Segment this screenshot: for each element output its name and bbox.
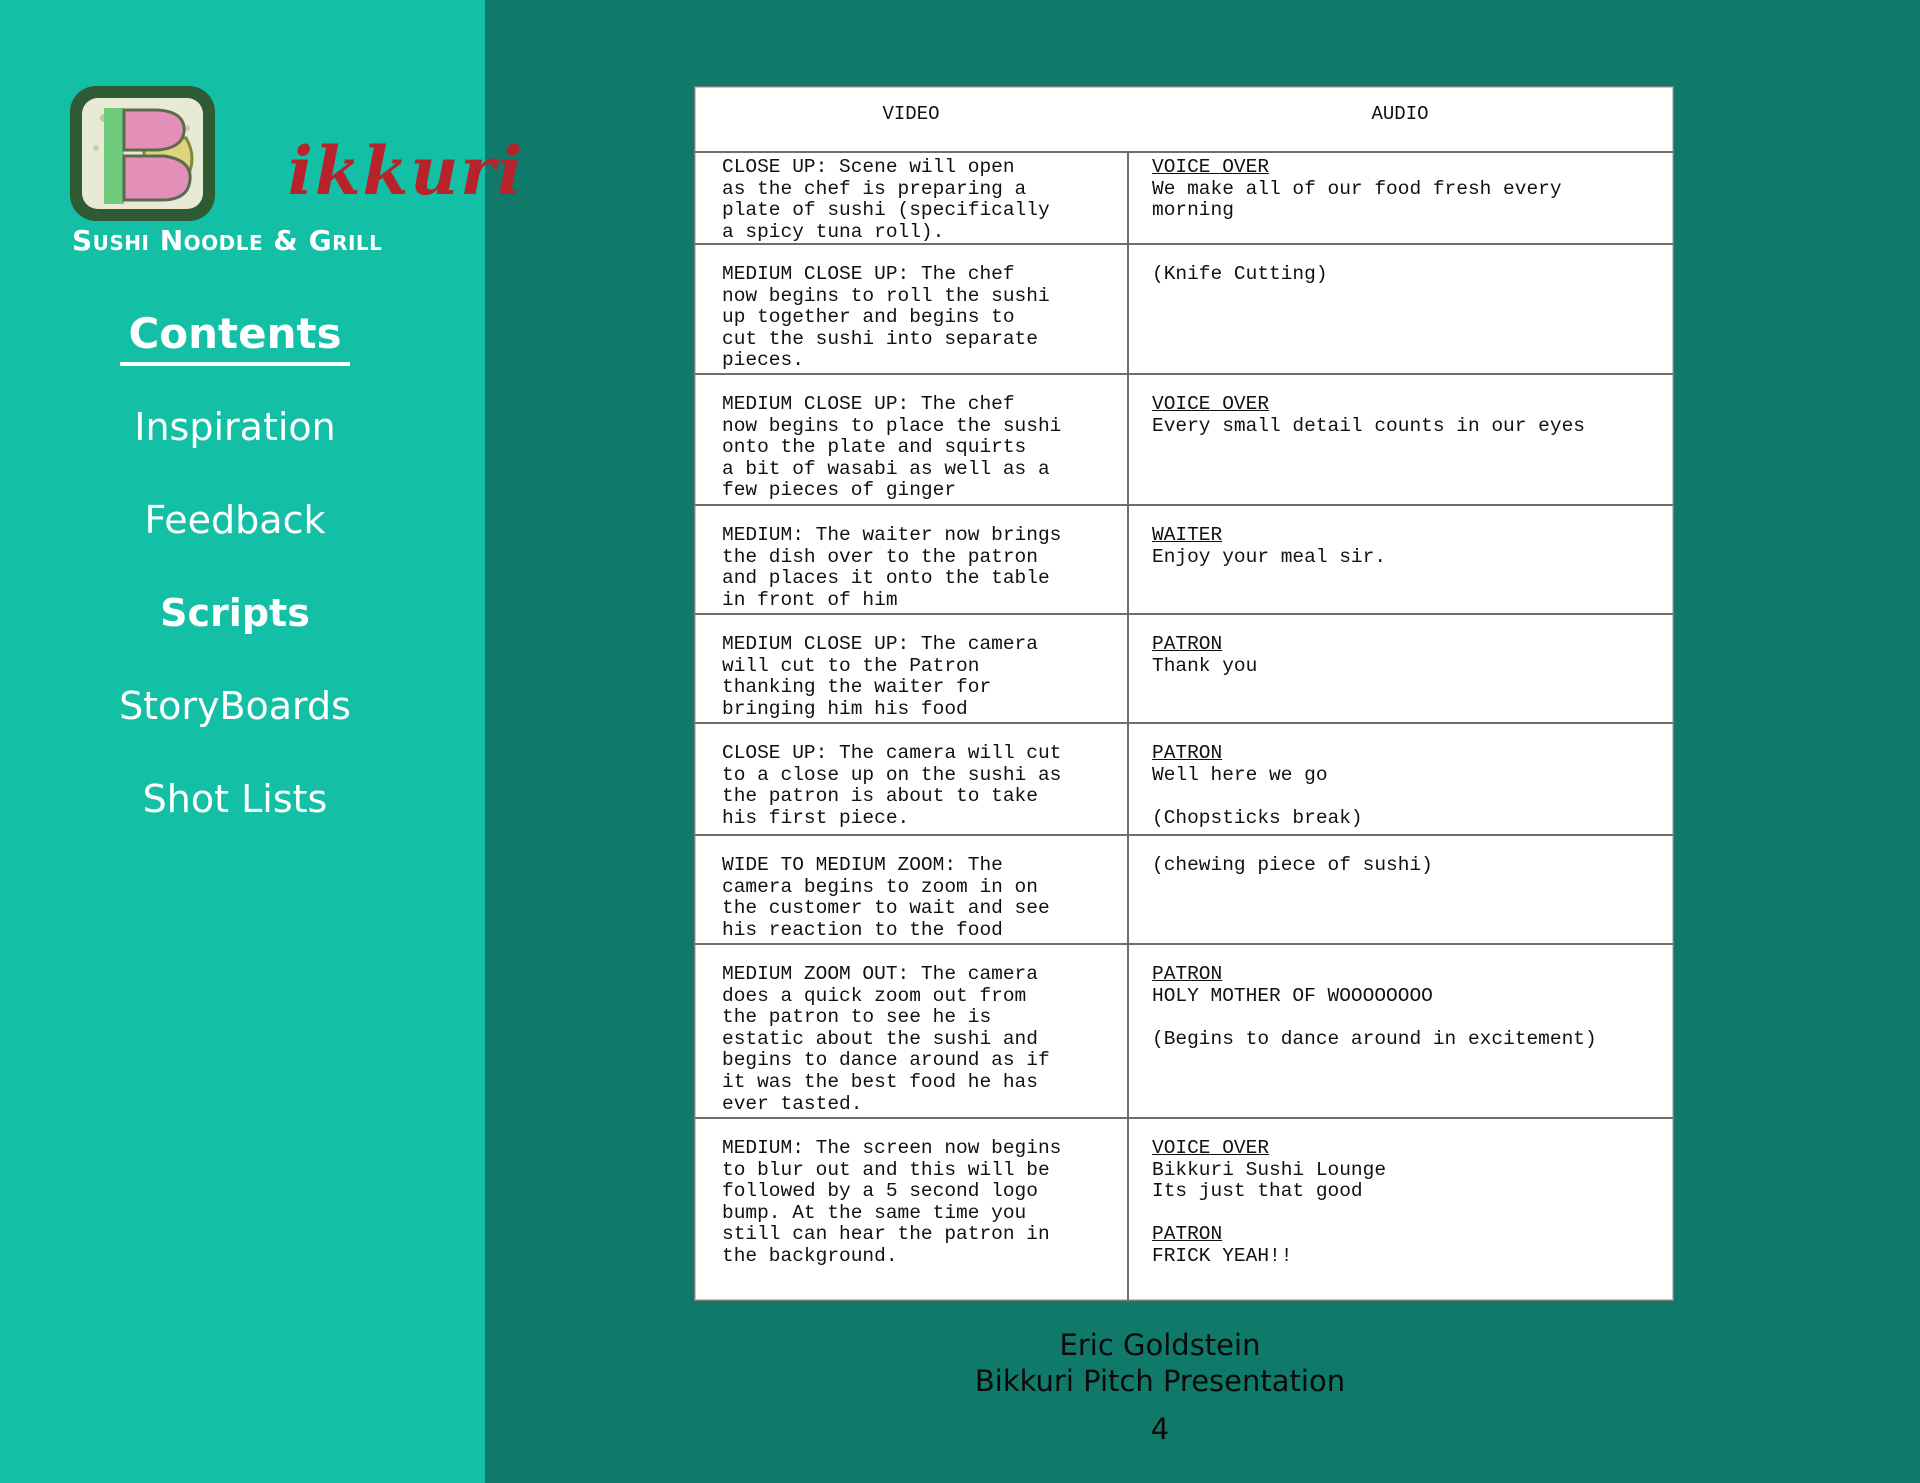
audio-text: (chewing piece of sushi): [1152, 854, 1433, 876]
nav-feedback[interactable]: Feedback: [144, 498, 326, 542]
video-cell: MEDIUM CLOSE UP: The chef now begins to roll the sushi up together and begins to cut the sushi into separate pieces.: [722, 263, 1050, 372]
audio-text: Bikkuri Sushi Lounge Its just that good: [1152, 1158, 1387, 1203]
audio-cell: [1152, 525, 1662, 568]
script-row: [695, 945, 1673, 1119]
speaker-label: PATRON: [1152, 963, 1223, 985]
audio-text: We make all of our food fresh every morning: [1152, 177, 1562, 222]
audio-text: HOLY MOTHER OF WOOOOOOOO (Begins to dance around in excitement): [1152, 984, 1597, 1050]
script-row: [695, 151, 1673, 245]
brand-logo: [70, 86, 525, 257]
nav-shot-lists[interactable]: Shot Lists: [142, 777, 328, 821]
audio-text: Well here we go (Chopsticks break): [1152, 763, 1363, 829]
script-row: [695, 506, 1673, 615]
author-name: Eric Goldstein: [1059, 1328, 1261, 1362]
audio-cell: [1152, 855, 1662, 877]
logo-wordmark: Bikkuri: [230, 132, 525, 210]
project-title: Bikkuri Pitch Presentation: [974, 1364, 1346, 1398]
audio-text: Every small detail counts in our eyes: [1152, 414, 1585, 437]
video-cell: MEDIUM CLOSE UP: The camera will cut to the Patron thanking the waiter for bringing him his food: [722, 633, 1038, 720]
audio-cell: [1152, 743, 1662, 829]
audio-cell: [1152, 157, 1662, 222]
speaker-label: PATRON: [1152, 1223, 1223, 1246]
video-cell: MEDIUM ZOOM OUT: The camera does a quick zoom out from the patron to see he is estatic about the sushi and begins to dance around as if it was the best food he has ever tasted.: [722, 963, 1050, 1115]
video-cell: CLOSE UP: Scene will open as the chef is preparing a plate of sushi (specifically a spicy tuna roll).: [722, 156, 1050, 243]
audio-cell: [1152, 1138, 1662, 1268]
video-cell: CLOSE UP: The camera will cut to a close up on the sushi as the patron is about to take his first piece.: [722, 742, 1062, 829]
page-number: 4: [1150, 1412, 1170, 1446]
audio-cell: [1152, 964, 1662, 1050]
contents-nav: [0, 295, 470, 853]
speaker-label: VOICE OVER: [1152, 393, 1270, 415]
speaker-label: VOICE OVER: [1152, 156, 1270, 178]
video-cell: MEDIUM CLOSE UP: The chef now begins to place the sushi onto the plate and squirts a bit of wasabi as well as a few pieces of ginger: [722, 393, 1062, 502]
audio-text: (Knife Cutting): [1152, 263, 1328, 285]
script-row: [695, 724, 1673, 836]
nav-inspiration[interactable]: Inspiration: [134, 405, 336, 449]
audio-text: FRICK YEAH!!: [1152, 1244, 1293, 1267]
audio-column-header: AUDIO: [1371, 103, 1429, 125]
video-cell: MEDIUM: The screen now begins to blur out and this will be followed by a 5 second logo bump. At the same time you still can hear the patron in the background.: [722, 1137, 1062, 1267]
logo-icon: [70, 86, 215, 221]
audio-cell: [1152, 634, 1662, 677]
script-row: [695, 1119, 1673, 1302]
logo-tagline: Sushi Noodle & Grill: [72, 224, 383, 257]
script-row: [695, 615, 1673, 724]
nav-contents[interactable]: Contents: [0, 295, 470, 388]
audio-cell: [1152, 394, 1662, 437]
script-table: [694, 86, 1674, 1301]
speaker-label: PATRON: [1152, 742, 1223, 764]
video-cell: WIDE TO MEDIUM ZOOM: The camera begins to zoom in on the customer to wait and see his reaction to the food: [722, 854, 1050, 941]
audio-text: Enjoy your meal sir.: [1152, 545, 1387, 568]
nav-storyboards[interactable]: StoryBoards: [119, 684, 351, 728]
speaker-label: WAITER: [1152, 524, 1223, 546]
nav-scripts[interactable]: Scripts: [160, 591, 310, 635]
script-row: [695, 375, 1673, 506]
audio-text: Thank you: [1152, 654, 1258, 677]
speaker-label: PATRON: [1152, 633, 1223, 655]
script-row: [695, 245, 1673, 375]
video-column-header: VIDEO: [882, 103, 940, 125]
video-cell: MEDIUM: The waiter now brings the dish over to the patron and places it onto the table in front of him: [722, 524, 1062, 611]
sidebar: [0, 0, 525, 1483]
audio-cell: [1152, 264, 1662, 286]
speaker-label: VOICE OVER: [1152, 1137, 1270, 1159]
script-row: [695, 836, 1673, 945]
